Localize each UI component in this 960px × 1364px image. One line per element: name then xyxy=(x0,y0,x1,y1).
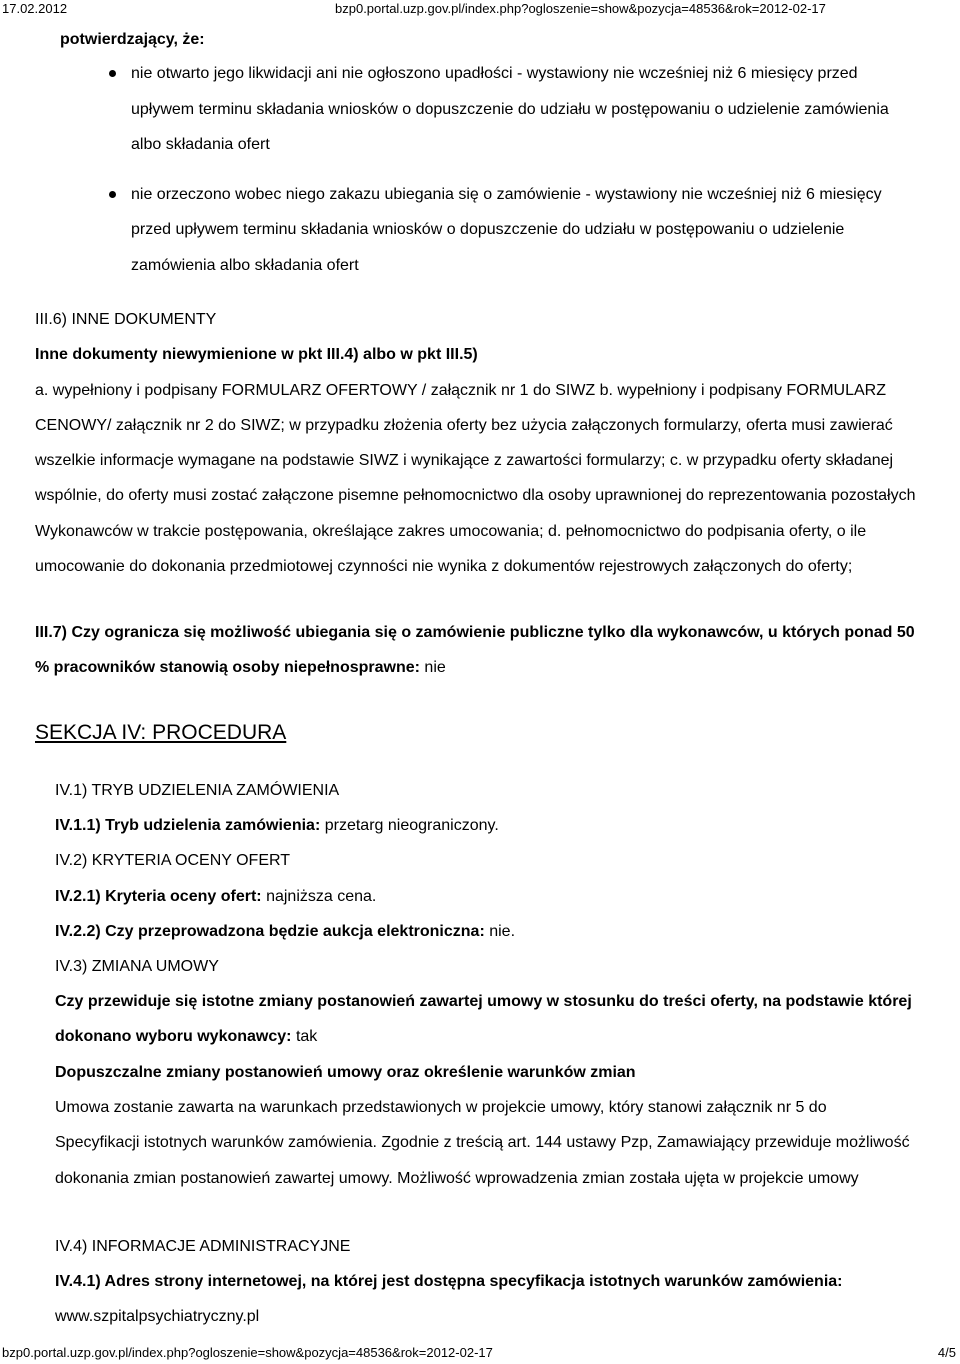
section-iii7 xyxy=(35,615,925,686)
iv3-question: Czy przewiduje się istotne zmiany postanowień zawartej umowy w stosunku do treści oferty, na podstawie której dokonano wyboru wykonawcy: xyxy=(55,993,912,1046)
iv4-title: IV.4) INFORMACJE ADMINISTRACYJNE xyxy=(55,1238,351,1255)
iv11-value: przetarg nieograniczony. xyxy=(324,817,499,834)
section-iii7-question: III.7) Czy ogranicza się możliwość ubiegania się o zamówienie publiczne tylko dla wykonawców, u których ponad 50 % pracowników stanowią osoby niepełnosprawne: xyxy=(35,624,915,677)
iv41-label: IV.4.1) Adres strony internetowej, na której jest dostępna specyfikacja istotnych warunków zamówienia: xyxy=(55,1273,843,1290)
section-iii7-answer: nie xyxy=(424,659,446,677)
iv41-block xyxy=(55,1264,915,1335)
list-item: nie otwarto jego likwidacji ani nie ogłoszono upadłości - wystawiony nie wcześniej niż 6 miesięcy przed upływem terminu składania wniosków o dopuszczenie do udziału w postępowaniu o udzielenie zamówienia albo składania ofert xyxy=(95,56,905,163)
requirements-list xyxy=(95,56,905,297)
section-iii6-subtitle: Inne dokumenty niewymienione w pkt III.4) albo w pkt III.5) xyxy=(35,346,478,364)
iv1-title: IV.1) TRYB UDZIELENIA ZAMÓWIENIA xyxy=(55,782,340,799)
section-iii6-text: a. wypełniony i podpisany FORMULARZ OFERTOWY / załącznik nr 1 do SIWZ b. wypełniony i podpisany FORMULARZ CENOWY/ załącznik nr 2 do SIWZ; w przypadku złożenia oferty bez użycia załączonych formularzy, oferta musi zawierać wszelkie informacje wymagane na podstawie SIWZ i wynikające z zawartości formularzy; c. w przypadku oferty składanej wspólnie, do oferty musi zostać załączone pisemne pełnomocnictwo dla osoby uprawnionej do reprezentowania pozostałych Wykonawców w trakcie postępowania, określające zakres umocowania; d. pełnomocnictwo do podpisania oferty, o ile umocowanie do dokonania przedmiotowej czynności nie wynika z dokumentów rejestrowych załączonych do oferty; xyxy=(35,381,916,576)
intro-label: potwierdzający, że: xyxy=(60,31,205,48)
page-number: 4/5 xyxy=(937,1345,956,1360)
iv3-answer: tak xyxy=(295,1028,318,1046)
section-iii6 xyxy=(35,302,925,584)
iv22-value: nie. xyxy=(489,923,516,940)
section-iii6-title: III.6) INNE DOKUMENTY xyxy=(35,311,217,328)
iv21-row xyxy=(55,879,925,914)
print-date: 17.02.2012 xyxy=(2,1,68,16)
iv22-row xyxy=(55,914,925,949)
list-item: nie orzeczono wobec niego zakazu ubiegania się o zamówienie - wystawiony nie wcześniej niż 6 miesięcy przed upływem terminu składania wniosków o dopuszczenie do udziału w postępowaniu o udzielenie zamówienia albo składania ofert xyxy=(95,177,905,284)
iv2-title: IV.2) KRYTERIA OCENY OFERT xyxy=(55,852,291,869)
print-header xyxy=(0,0,960,18)
print-url: bzp0.portal.uzp.gov.pl/index.php?ogloszenie=show&pozycja=48536&rok=2012-02-17 xyxy=(335,1,826,16)
section-iv-title: SEKCJA IV: PROCEDURA xyxy=(35,721,287,744)
iv3-sub: Dopuszczalne zmiany postanowień umowy oraz określenie warunków zmian xyxy=(55,1064,636,1081)
print-footer xyxy=(0,1344,960,1362)
iv22-label: IV.2.2) Czy przeprowadzona będzie aukcja elektroniczna: xyxy=(55,923,485,940)
iv3-question-block xyxy=(55,984,915,1055)
iv3-text: Umowa zostanie zawarta na warunkach przedstawionych w projekcie umowy, który stanowi załącznik nr 5 do Specyfikacji istotnych warunków zamówienia. Zgodnie z treścią art. 144 ustawy Pzp, Zamawiający przewiduje możliwość dokonania zmian postanowień zawartej umowy. Możliwość wprowadzenia zmian została ujęta w projekcie umowy xyxy=(55,1099,910,1187)
footer-url: bzp0.portal.uzp.gov.pl/index.php?ogloszenie=show&pozycja=48536&rok=2012-02-17 xyxy=(2,1345,493,1360)
iv41-value: www.szpitalpsychiatryczny.pl xyxy=(55,1308,260,1326)
iv11-label: IV.1.1) Tryb udzielenia zamówienia: xyxy=(55,817,321,834)
iv21-value: najniższa cena. xyxy=(266,888,377,905)
iv21-label: IV.2.1) Kryteria oceny ofert: xyxy=(55,888,262,905)
iv3-title: IV.3) ZMIANA UMOWY xyxy=(55,958,219,975)
iv11-row xyxy=(55,808,925,843)
